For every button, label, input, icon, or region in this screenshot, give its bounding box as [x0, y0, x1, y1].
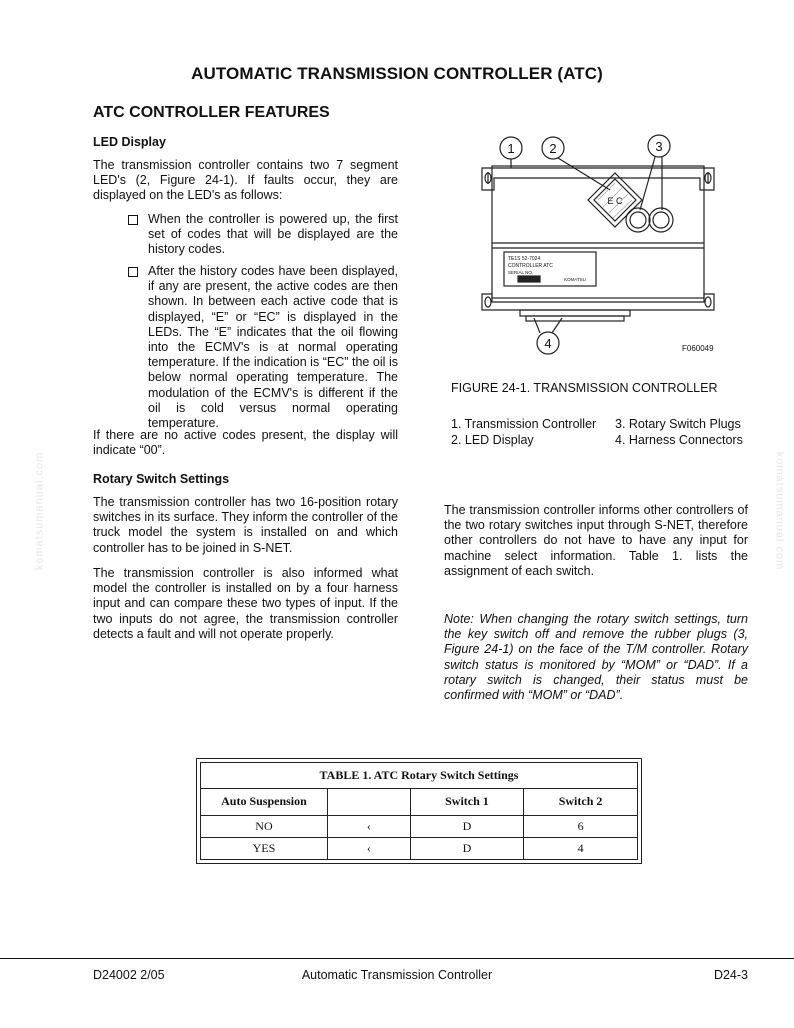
table-header-auto-suspension: Auto Suspension [201, 788, 327, 815]
led-display-heading: LED Display [93, 135, 166, 149]
legend-item-1: 1. Transmission Controller [451, 417, 597, 431]
checkbox-bullet-icon [128, 267, 138, 277]
note-paragraph: Note: When changing the rotary switch settings, turn the key switch off and remove the rubber plugs (3, Figure 24-1) on the face of the T/M controller. Rotary switch status is monitored by “MOM” or “DAD”. If a rotary switch is changed, their status must be confirmed with “MOM” or “DAD”. [444, 612, 748, 703]
table-row [201, 837, 637, 859]
table-cell: ‹ [327, 837, 410, 859]
table-cell: 4 [524, 837, 637, 859]
table-cell: NO [201, 815, 327, 837]
table-cell: YES [201, 837, 327, 859]
led-bullet-1-text: When the controller is powered up, the first set of codes that will be displayed are the history codes. [148, 212, 398, 257]
callout-4: 4 [544, 336, 552, 351]
transmission-controller-figure [470, 128, 740, 358]
footer-rule [0, 958, 794, 959]
table-cell: ‹ [327, 815, 410, 837]
watermark-left: komatsumanual.com [33, 451, 46, 571]
callout-1: 1 [507, 141, 515, 156]
rotary-paragraph-1: The transmission controller has two 16-position rotary switches in its surface. They inform the controller of the truck model the system is installed on and which controller has to be joined in S-NET. [93, 495, 398, 555]
callout-2: 2 [549, 141, 557, 156]
table-cell: 6 [524, 815, 637, 837]
callout-3: 3 [655, 139, 663, 154]
table-header-blank [327, 788, 410, 815]
led-closing-paragraph: If there are no active codes present, the display will indicate “00”. [93, 428, 398, 458]
table-row [201, 815, 637, 837]
watermark-right: komatsumanual.com [773, 451, 786, 571]
figure-caption: FIGURE 24-1. TRANSMISSION CONTROLLER [451, 381, 718, 395]
table-title: TABLE 1. ATC Rotary Switch Settings [201, 763, 637, 788]
table-header-switch-2: Switch 2 [524, 788, 637, 815]
led-bullet-1 [128, 212, 398, 258]
label-brand: KOMATSU [564, 277, 586, 282]
rotary-switch-heading: Rotary Switch Settings [93, 472, 230, 486]
rotary-paragraph-2: The transmission controller is also informed what model the controller is installed on by a four harness input and can compare these two types of input. If the two inputs do not agree, the transmission controller detects a fault and will not operate properly. [93, 566, 398, 641]
footer-page-number: D24-3 [713, 968, 748, 982]
label-line-3: SERIAL NO. [508, 270, 534, 275]
checkbox-bullet-icon [128, 215, 138, 225]
table-cell: D [410, 837, 523, 859]
footer-doc-id: D24002 2/05 [93, 968, 165, 982]
section-title: ATC CONTROLLER FEATURES [93, 104, 330, 121]
page-title: AUTOMATIC TRANSMISSION CONTROLLER (ATC) [191, 64, 603, 83]
right-paragraph: The transmission controller informs other controllers of the two rotary switches input through S-NET, therefore other controllers do not have to have any input for machine select information. Table 1. lists the assignment of each switch. [444, 503, 748, 578]
table-header-switch-1: Switch 1 [410, 788, 523, 815]
legend-item-3: 3. Rotary Switch Plugs [615, 417, 741, 431]
legend-left [451, 416, 596, 448]
led-glyphs: E C [607, 196, 623, 206]
led-bullet-2-text: After the history codes have been displayed, if any are present, the active codes are then shown. In between each active code that is displayed, “E” or “EC” is displayed in the LEDs. The “E” indicates that the oil flowing into the ECMV's is at normal operating temperature. If the indication is “EC” the oil is below normal operating temperature. The modulation of the ECMV's is different if the oil is cold versus normal operating temperature. [148, 264, 398, 431]
label-line-1: TE1S 52-7024 [508, 256, 541, 262]
label-line-2: CONTROLLER ATC [508, 263, 553, 269]
led-bullet-2 [128, 264, 398, 431]
rotary-settings-table [196, 758, 642, 864]
legend-item-2: 2. LED Display [451, 433, 534, 447]
legend-item-4: 4. Harness Connectors [615, 433, 743, 447]
footer-chapter-title: Automatic Transmission Controller [301, 968, 493, 982]
legend-right [615, 416, 743, 448]
led-intro-paragraph: The transmission controller contains two 7 segment LED's (2, Figure 24-1). If faults occur, they are displayed on the LED's as follows: [93, 158, 398, 203]
figure-code: F060049 [682, 344, 714, 353]
table-cell: D [410, 815, 523, 837]
